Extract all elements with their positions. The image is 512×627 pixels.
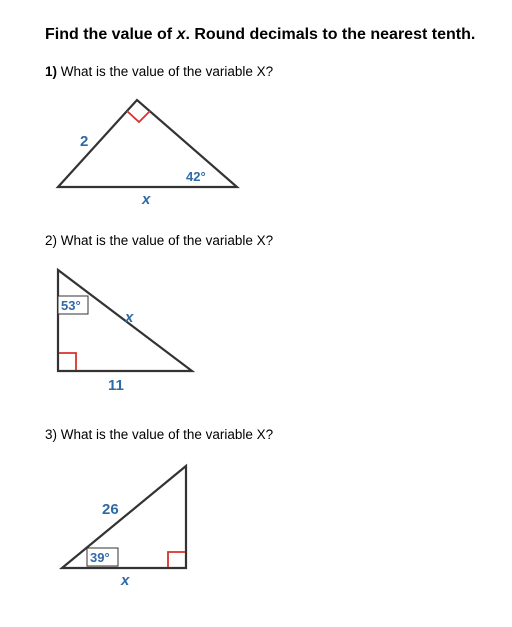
triangle-2-unknown-label: x (125, 309, 134, 326)
instructions-suffix: . Round decimals to the nearest tenth. (185, 26, 476, 43)
question-1-text: What is the value of the variable X? (57, 64, 274, 79)
triangle-2-angle-label: 53° (61, 298, 81, 313)
question-3-number: 3) (45, 427, 58, 442)
question-2-text: What is the value of the variable X? (57, 233, 274, 248)
triangle-1-unknown-label: x (142, 191, 151, 208)
triangle-3-unknown-label: x (121, 572, 130, 589)
instructions-prefix: Find the value of (45, 26, 177, 43)
triangle-1-angle-label: 42° (186, 169, 206, 184)
triangle-2-side-label: 11 (108, 377, 124, 394)
question-1-number: 1) (45, 64, 58, 79)
triangle-3-side-label: 26 (102, 501, 119, 518)
instructions-variable: x (176, 26, 186, 43)
triangle-3-angle-label: 39° (90, 550, 110, 565)
triangle-1-side-label: 2 (80, 133, 89, 150)
question-2-number: 2) (45, 233, 58, 248)
question-3-text: What is the value of the variable X? (57, 427, 274, 442)
right-angle-marker-3 (168, 552, 185, 567)
